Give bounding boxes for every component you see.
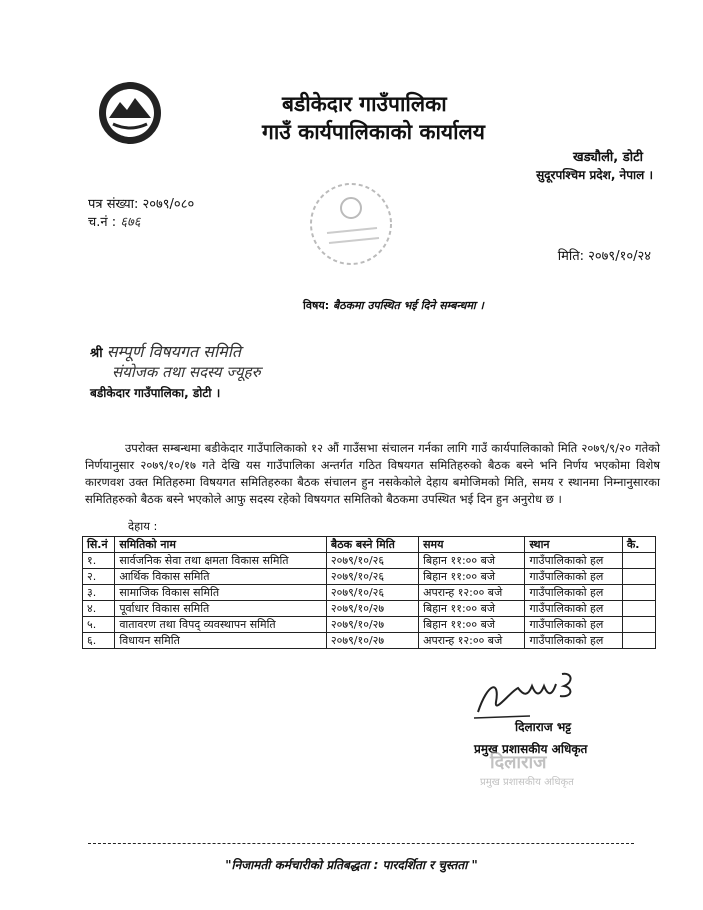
handwritten-signature [470, 662, 590, 722]
recipient-block [90, 340, 261, 401]
recipient-prefix: श्री [90, 346, 103, 361]
table-row [83, 601, 656, 617]
row-sn: ४. [83, 601, 115, 617]
row-time: अपरान्ह १२:०० बजे [419, 585, 525, 601]
row-time: बिहान ११:०० बजे [419, 617, 525, 633]
dispatch-number-label: च.नं : [88, 215, 117, 230]
row-time: बिहान ११:०० बजे [419, 601, 525, 617]
row-place: गाउँपालिकाको हल [525, 633, 622, 649]
row-sn: ६. [83, 633, 115, 649]
letter-number-label: पत्र संख्या: [88, 197, 139, 212]
row-remark [622, 601, 655, 617]
letter-date [558, 246, 651, 264]
row-remark [622, 617, 655, 633]
subject-label: विषय: [303, 299, 330, 312]
stamp-title: प्रमुख प्रशासकीय अधिकृत [480, 777, 574, 788]
row-committee: पूर्वाधार विकास समिति [115, 601, 327, 617]
municipality-emblem [95, 80, 165, 146]
signer-title: प्रमुख प्रशासकीय अधिकृत [474, 742, 588, 756]
dispatch-number-value: ६७६ [120, 215, 141, 230]
row-committee: वातावरण तथा विपद् व्यवस्थापन समिति [115, 617, 327, 633]
table-row [83, 585, 656, 601]
table-row [83, 617, 656, 633]
footer-divider [88, 843, 634, 844]
meeting-schedule-table [82, 536, 656, 649]
row-sn: २. [83, 569, 115, 585]
body-paragraph-text: उपरोक्त सम्बन्धमा बडीकेदार गाउँपालिकाको १२ औं गाउँसभा संचालन गर्नका लागि गाउँ कार्यपालिकाको मिति २०७९/९/२० गतेको निर्णयानुसार २०७९/१०/१७ गते देखि यस गाउँपालिका अन्तर्गत गठित विषयगत समितिहरुको बैठक बस्ने भनि निर्णय भएकोमा विशेष कारणवश उक्त मितिहरुमा विषयगत समितिहरुका बैठक संचालन हुन नसकेकोले देहाय बमोजिमको मिति, समय र स्थानमा निम्नानुसारका समितिहरुको बैठक बस्ने भएकोले आफु सदस्य रहेको विषयगत समितिको बैठकमा उपस्थित भई दिन हुन अनुरोध छ । [85, 441, 660, 506]
row-remark [622, 569, 655, 585]
date-value: २०७९/१०/२४ [588, 249, 651, 264]
dispatch-number [88, 212, 141, 230]
row-date: २०७९/१०/२७ [326, 601, 418, 617]
date-label: मिति: [557, 249, 585, 264]
row-sn: ५. [83, 617, 115, 633]
row-committee: आर्थिक विकास समिति [115, 569, 327, 585]
table-row [83, 553, 656, 569]
address-line-1: खड्यौली, डोटी [572, 150, 643, 165]
recipient-line-3: बडीकेदार गाउँपालिका, डोटी । [90, 386, 221, 400]
row-remark [622, 585, 655, 601]
row-date: २०७९/१०/२७ [326, 633, 418, 649]
row-place: गाउँपालिकाको हल [525, 617, 622, 633]
detail-label: देहाय : [128, 519, 158, 533]
row-committee: सार्वजनिक सेवा तथा क्षमता विकास समिति [115, 553, 327, 569]
row-time: अपरान्ह १२:०० बजे [419, 633, 525, 649]
header-remark: कै. [622, 537, 655, 553]
subject-line [303, 298, 484, 313]
row-time: बिहान ११:०० बजे [419, 569, 525, 585]
signer-name: दिलाराज भट्ट [515, 720, 572, 734]
row-place: गाउँपालिकाको हल [525, 553, 622, 569]
row-time: बिहान ११:०० बजे [419, 553, 525, 569]
table-row [83, 569, 656, 585]
signature-stamp [480, 750, 620, 790]
row-date: २०७९/१०/२६ [326, 569, 418, 585]
office-subtitle: गाउँ कार्यपालिकाको कार्यालय [262, 120, 485, 144]
row-sn: ३. [83, 585, 115, 601]
row-remark [622, 553, 655, 569]
recipient-line-2: संयोजक तथा सदस्य ज्यूहरु [112, 363, 261, 381]
recipient-line-1: सम्पूर्ण विषयगत समिति [106, 342, 241, 361]
office-name: बडीकेदार गाउँपालिका [282, 92, 447, 116]
footer-motto: "निजामती कर्मचारीको प्रतिबद्धता : पारदर्शिता र चुस्तता " [225, 858, 478, 872]
row-place: गाउँपालिकाको हल [525, 601, 622, 617]
row-committee: सामाजिक विकास समिति [115, 585, 327, 601]
row-date: २०७९/१०/२६ [326, 585, 418, 601]
header-place: स्थान [525, 537, 622, 553]
row-sn: १. [83, 553, 115, 569]
subject-value: बैठकमा उपस्थित भई दिने सम्बन्धमा । [332, 299, 484, 312]
body-paragraph [85, 440, 660, 508]
letter-number [88, 194, 194, 212]
stamp-name: दिलाराज [490, 752, 547, 773]
header-committee: समितिको नाम [115, 537, 327, 553]
row-date: २०७९/१०/२६ [326, 553, 418, 569]
table-header-row [83, 537, 656, 553]
header-time: समय [419, 537, 525, 553]
header-sn: सि.नं [83, 537, 115, 553]
row-remark [622, 633, 655, 649]
office-stamp [305, 178, 397, 270]
row-place: गाउँपालिकाको हल [525, 585, 622, 601]
header-date: बैठक बस्ने मिति [326, 537, 418, 553]
row-date: २०७९/१०/२७ [326, 617, 418, 633]
address-line-2: सुदूरपश्चिम प्रदेश, नेपाल । [536, 168, 653, 182]
letter-number-value: २०७९/०८० [142, 197, 195, 212]
row-committee: विधायन समिति [115, 633, 327, 649]
row-place: गाउँपालिकाको हल [525, 569, 622, 585]
table-row [83, 633, 656, 649]
